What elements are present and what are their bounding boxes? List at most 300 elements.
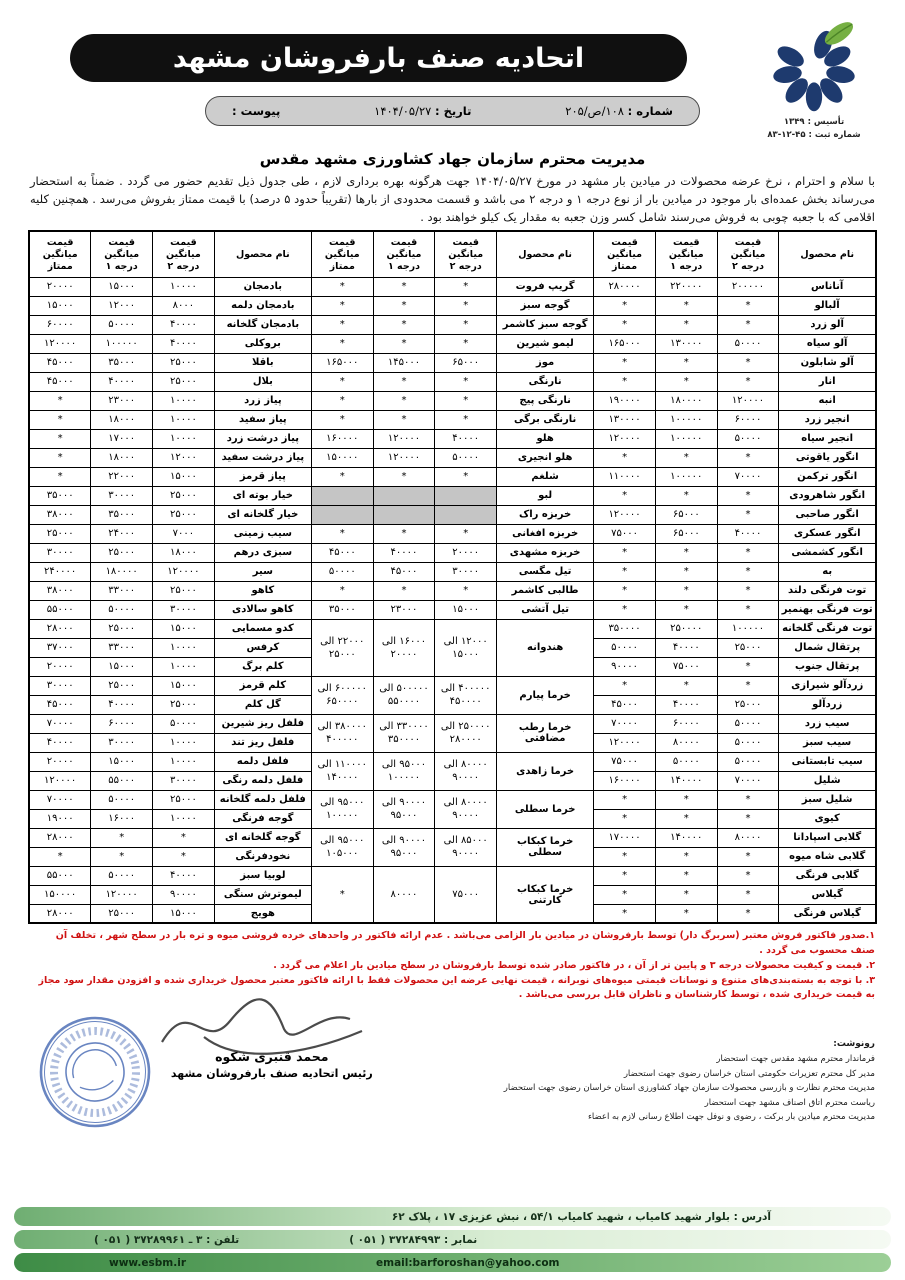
price-cell: ۱۰۰۰۰: [153, 391, 215, 410]
product-name-cell: باقلا: [214, 353, 311, 372]
price-cell: ۴۰۰۰۰: [91, 372, 153, 391]
col-header-premium: قیمت میانگین ممتاز: [594, 231, 656, 277]
product-name-cell: سبزی درهم: [214, 543, 311, 562]
price-cell: ۳۵۰۰۰: [311, 600, 373, 619]
product-name-cell: فلفل دلمه گلخانه: [214, 790, 311, 809]
price-cell: ۴۰۰۰۰: [153, 866, 215, 885]
price-cell: ۴۵۰۰۰: [373, 562, 435, 581]
price-cell: ۳۰۰۰۰: [29, 676, 91, 695]
product-name-cell: توت فرنگی بهنمیر: [779, 600, 876, 619]
product-name-cell: لیموترش سنگی: [214, 885, 311, 904]
copies-list: [402, 1052, 875, 1124]
price-cell: [311, 486, 373, 505]
price-cell: ۴۰۰۰۰: [153, 315, 215, 334]
table-row: [29, 296, 876, 315]
price-cell: *: [373, 391, 435, 410]
price-cell: *: [655, 885, 717, 904]
product-name-cell: گوجه فرنگی: [214, 809, 311, 828]
product-name-cell: پرتقال شمال: [779, 638, 876, 657]
price-cell: ۸۵۰۰۰ الی ۹۰۰۰۰: [435, 828, 497, 866]
price-cell: ۱۲۰۰۰۰: [717, 391, 779, 410]
price-cell: ۱۲۰۰۰۰: [29, 771, 91, 790]
product-name-cell: گلابی اسپادانا: [779, 828, 876, 847]
price-cell: ۵۰۰۰۰: [91, 790, 153, 809]
price-cell: *: [594, 581, 656, 600]
price-cell: ۷۰۰۰۰: [717, 467, 779, 486]
price-cell: ۳۵۰۰۰: [91, 505, 153, 524]
product-name-cell: گوجه گلخانه ای: [214, 828, 311, 847]
price-cell: ۱۹۰۰۰: [29, 809, 91, 828]
price-cell: ۱۲۰۰۰۰: [29, 334, 91, 353]
price-cell: *: [435, 467, 497, 486]
copy-item: مدیریت محترم نظارت و بازرسی محصولات سازمان جهاد کشاورزی استان خراسان رضوی جهت استحضار: [503, 1083, 875, 1094]
price-cell: *: [435, 315, 497, 334]
price-cell: ۱۲۰۰۰: [91, 296, 153, 315]
product-name-cell: تیل آتشی: [497, 600, 594, 619]
union-logo-box: [751, 20, 877, 142]
col-header-grade1: قیمت میانگین درجه ۱: [655, 231, 717, 277]
price-cell: *: [435, 372, 497, 391]
price-cell: ۱۵۰۰۰: [91, 277, 153, 296]
price-cell: *: [594, 486, 656, 505]
table-row: [29, 600, 876, 619]
price-cell: ۷۰۰۰۰: [717, 771, 779, 790]
signature-section: [30, 1011, 875, 1149]
price-cell: ۳۰۰۰۰: [435, 562, 497, 581]
table-row: [29, 277, 876, 296]
price-cell: ۲۵۰۰۰: [91, 676, 153, 695]
price-cell: ۴۰۰۰۰: [655, 695, 717, 714]
table-row: [29, 353, 876, 372]
product-name-cell: خربزه راک: [497, 505, 594, 524]
price-cell: *: [29, 448, 91, 467]
col-header-grade2: قیمت میانگین درجه ۲: [435, 231, 497, 277]
price-cell: ۵۰۰۰۰: [435, 448, 497, 467]
price-cell: ۳۰۰۰۰: [153, 600, 215, 619]
product-name-cell: خرما کبکاب سطلی: [497, 828, 594, 866]
price-cell: ۲۵۰۰۰: [91, 543, 153, 562]
price-cell: ۱۲۰۰۰۰: [594, 429, 656, 448]
price-cell: *: [435, 410, 497, 429]
price-cell: *: [655, 315, 717, 334]
price-cell: ۱۰۰۰۰۰: [655, 410, 717, 429]
price-cell: ۲۸۰۰۰۰: [594, 277, 656, 296]
product-name-cell: پیاز درشت سفید: [214, 448, 311, 467]
copy-item: ریاست محترم اتاق اصناف مشهد جهت استحضار: [704, 1097, 875, 1108]
product-name-cell: انبه: [779, 391, 876, 410]
product-name-cell: انجیر سیاه: [779, 429, 876, 448]
price-cell: ۱۲۰۰۰۰: [91, 885, 153, 904]
price-cell: ۴۰۰۰۰: [717, 524, 779, 543]
price-cell: ۱۶۰۰۰۰: [594, 771, 656, 790]
product-name-cell: بادمجان دلمه: [214, 296, 311, 315]
doc-number: [565, 104, 673, 118]
price-cell: *: [311, 581, 373, 600]
price-cell: *: [594, 885, 656, 904]
product-name-cell: کدو مسمایی: [214, 619, 311, 638]
price-cell: ۱۲۰۰۰۰: [373, 448, 435, 467]
price-cell: *: [153, 828, 215, 847]
price-cell: *: [717, 448, 779, 467]
price-cell: ۲۵۰۰۰: [29, 524, 91, 543]
price-cell: ۲۰۰۰۰: [435, 543, 497, 562]
price-cell: *: [435, 296, 497, 315]
price-cell: ۱۴۵۰۰۰: [373, 353, 435, 372]
price-cell: ۶۰۰۰۰: [91, 714, 153, 733]
price-cell: *: [655, 676, 717, 695]
price-cell: ۱۰۰۰۰: [153, 809, 215, 828]
price-cell: ۱۰۰۰۰۰: [655, 467, 717, 486]
price-cell: ۹۵۰۰۰ الی ۱۰۵۰۰۰: [311, 828, 373, 866]
price-cell: ۱۰۰۰۰: [153, 733, 215, 752]
address-bar: [14, 1207, 891, 1226]
price-cell: ۷۵۰۰۰: [594, 524, 656, 543]
price-cell: *: [435, 524, 497, 543]
product-name-cell: پرتقال جنوب: [779, 657, 876, 676]
letter-body: با سلام و احترام ، نرخ عرضه محصولات در میادین بار مشهد در مورخ ۱۴۰۴/۰۵/۲۷ جهت هرگونه بهره برداری لازم ، طی جدول ذیل تقدیم حضور می گردد . ضمناً به استحضار می‌رساند بخش عمده‌ای بار موجود در میادین بار از نوع درجه ۱ و درجه ۲ می باشد و قسمت محدودی از بارها (تقریباً حدود ۵ درصد) با قیمت ممتاز بفروش می‌رسد . همچنین کلیه اقلامی که با جعبه چوبی به فروش می‌رسند شامل کسر وزن جعبه به مقدار یک کیلو خواهند بود .: [30, 174, 875, 224]
phone-bar: [14, 1230, 891, 1249]
product-name-cell: لیمو شیرین: [497, 334, 594, 353]
price-table: [28, 230, 877, 924]
table-row: [29, 752, 876, 771]
price-cell: ۲۰۰۰۰: [29, 752, 91, 771]
price-cell: ۵۰۰۰۰: [655, 752, 717, 771]
price-cell: ۳۸۰۰۰: [29, 581, 91, 600]
price-cell: ۱۶۰۰۰ الی ۲۰۰۰۰: [373, 619, 435, 676]
product-name-cell: نارنگی برگی: [497, 410, 594, 429]
product-name-cell: خیار بوته ای: [214, 486, 311, 505]
price-cell: [435, 505, 497, 524]
price-cell: *: [655, 809, 717, 828]
price-cell: *: [717, 372, 779, 391]
product-name-cell: خربزه افغانی: [497, 524, 594, 543]
price-cell: ۱۸۰۰۰: [153, 543, 215, 562]
price-cell: ۴۵۰۰۰: [29, 372, 91, 391]
price-cell: *: [717, 486, 779, 505]
price-cell: ۲۵۰۰۰: [153, 486, 215, 505]
table-row: [29, 429, 876, 448]
price-cell: *: [717, 296, 779, 315]
product-name-cell: گیلاس: [779, 885, 876, 904]
price-cell: *: [594, 904, 656, 923]
price-cell: ۷۰۰۰۰: [29, 790, 91, 809]
product-name-cell: توت فرنگی دلند: [779, 581, 876, 600]
table-row: [29, 372, 876, 391]
price-cell: ۱۰۰۰۰۰: [655, 429, 717, 448]
price-cell: *: [373, 410, 435, 429]
table-row: [29, 505, 876, 524]
price-cell: ۵۰۰۰۰: [91, 600, 153, 619]
price-cell: *: [311, 410, 373, 429]
price-cell: ۱۸۰۰۰۰: [91, 562, 153, 581]
doc-number-label: شماره :: [627, 104, 673, 118]
price-cell: *: [311, 334, 373, 353]
price-cell: ۴۵۰۰۰: [29, 353, 91, 372]
price-cell: ۶۰۰۰۰: [29, 315, 91, 334]
price-cell: *: [655, 486, 717, 505]
copy-item: فرماندار محترم مشهد مقدس جهت استحضار: [716, 1054, 875, 1065]
price-cell: ۵۰۰۰۰: [717, 752, 779, 771]
product-name-cell: کلم قرمز: [214, 676, 311, 695]
price-cell: ۴۵۰۰۰: [29, 695, 91, 714]
price-cell: ۵۰۰۰۰: [717, 334, 779, 353]
price-cell: ۱۲۰۰۰ الی ۱۵۰۰۰: [435, 619, 497, 676]
price-cell: ۲۰۰۰۰: [29, 277, 91, 296]
price-cell: *: [655, 904, 717, 923]
price-cell: *: [311, 277, 373, 296]
product-name-cell: سیب تابستانی: [779, 752, 876, 771]
table-row: [29, 410, 876, 429]
table-row: [29, 334, 876, 353]
product-name-cell: سیب سبز: [779, 733, 876, 752]
price-cell: ۱۴۰۰۰۰: [655, 771, 717, 790]
price-cell: *: [311, 296, 373, 315]
price-cell: ۲۰۰۰۰۰: [717, 277, 779, 296]
product-name-cell: گیلاس فرنگی: [779, 904, 876, 923]
signatory-name: محمد قنبری شکوه: [215, 1049, 329, 1065]
price-cell: ۱۰۰۰۰۰: [717, 619, 779, 638]
price-cell: ۲۵۰۰۰: [717, 638, 779, 657]
union-title: اتحادیه صنف بارفروشان مشهد: [172, 42, 585, 74]
price-cell: ۵۰۰۰۰: [153, 714, 215, 733]
price-cell: *: [435, 391, 497, 410]
price-cell: ۴۰۰۰۰: [373, 543, 435, 562]
price-cell: ۱۵۰۰۰: [153, 904, 215, 923]
copy-item: مدیر کل محترم تعزیرات حکومتی استان خراسان رضوی جهت استحضار: [623, 1068, 875, 1079]
price-cell: ۱۶۰۰۰: [91, 809, 153, 828]
product-name-cell: موز: [497, 353, 594, 372]
col-header-product: نام محصول: [497, 231, 594, 277]
product-name-cell: به: [779, 562, 876, 581]
table-row: [29, 562, 876, 581]
price-cell: *: [717, 790, 779, 809]
recipient-heading: مدیریت محترم سازمان جهاد کشاورزی مشهد مقدس: [259, 150, 646, 168]
col-header-grade2: قیمت میانگین درجه ۲: [153, 231, 215, 277]
col-header-product: نام محصول: [779, 231, 876, 277]
price-cell: ۲۵۰۰۰: [91, 619, 153, 638]
price-cell: ۶۵۰۰۰: [655, 505, 717, 524]
price-cell: ۲۵۰۰۰: [153, 581, 215, 600]
price-cell: ۲۸۰۰۰: [29, 619, 91, 638]
price-cell: ۱۵۰۰۰: [153, 467, 215, 486]
price-cell: *: [717, 505, 779, 524]
price-cell: *: [373, 581, 435, 600]
price-cell: *: [655, 790, 717, 809]
table-row: [29, 714, 876, 733]
price-cell: *: [435, 581, 497, 600]
product-name-cell: کلم برگ: [214, 657, 311, 676]
price-cell: ۵۰۰۰۰۰ الی ۵۵۰۰۰۰: [373, 676, 435, 714]
price-cell: ۴۵۰۰۰: [594, 695, 656, 714]
union-title-banner: [70, 34, 687, 82]
price-cell: *: [717, 315, 779, 334]
price-cell: ۲۵۰۰۰: [153, 695, 215, 714]
product-name-cell: خرما پیارم: [497, 676, 594, 714]
price-cell: ۲۲۰۰۰۰: [655, 277, 717, 296]
contact-footer: [14, 1203, 891, 1272]
doc-date: [374, 104, 471, 118]
price-cell: ۲۵۰۰۰: [153, 372, 215, 391]
price-cell: ۱۲۰۰۰۰: [594, 733, 656, 752]
product-name-cell: سیر: [214, 562, 311, 581]
col-header-product: نام محصول: [214, 231, 311, 277]
price-cell: *: [311, 866, 373, 923]
email-link[interactable]: email:barforoshan@yahoo.com: [376, 1256, 560, 1269]
price-cell: ۹۰۰۰۰ الی ۹۵۰۰۰: [373, 828, 435, 866]
established-date: تأسیس : ۱۳۴۹: [783, 117, 845, 127]
price-cell: ۱۵۰۰۰: [435, 600, 497, 619]
price-cell: ۲۳۰۰۰: [373, 600, 435, 619]
price-cell: ۹۰۰۰۰ الی ۹۵۰۰۰: [373, 790, 435, 828]
price-cell: *: [311, 315, 373, 334]
product-name-cell: شلغم: [497, 467, 594, 486]
price-cell: *: [594, 790, 656, 809]
product-name-cell: بروکلی: [214, 334, 311, 353]
price-cell: ۸۰۰۰۰ الی ۹۰۰۰۰: [435, 752, 497, 790]
price-cell: ۱۶۰۰۰۰: [311, 429, 373, 448]
table-row: [29, 828, 876, 847]
price-cell: *: [717, 353, 779, 372]
price-cell: *: [435, 277, 497, 296]
price-cell: *: [91, 828, 153, 847]
product-name-cell: نارنگی پیج: [497, 391, 594, 410]
price-cell: ۵۵۰۰۰: [91, 771, 153, 790]
product-name-cell: فلفل ریز شیرین: [214, 714, 311, 733]
product-name-cell: کیوی: [779, 809, 876, 828]
product-name-cell: انگور کشمشی: [779, 543, 876, 562]
price-cell: [435, 486, 497, 505]
product-name-cell: آلبالو: [779, 296, 876, 315]
product-name-cell: توت فرنگی گلخانه: [779, 619, 876, 638]
price-cell: [373, 486, 435, 505]
copies-label: رونوشت:: [833, 1039, 875, 1050]
product-name-cell: خیار گلخانه ای: [214, 505, 311, 524]
website-link[interactable]: www.esbm.ir: [109, 1256, 187, 1269]
copy-item: مدیریت محترم میادین بار برکت ، رضوی و نوفل جهت اطلاع رسانی لازم به اعضاء: [587, 1112, 875, 1123]
price-cell: ۴۰۰۰۰: [655, 638, 717, 657]
price-cell: ۳۰۰۰۰: [91, 733, 153, 752]
price-cell: ۶۰۰۰۰: [717, 410, 779, 429]
price-cell: *: [655, 543, 717, 562]
product-name-cell: گل کلم: [214, 695, 311, 714]
doc-date-label: تاریخ :: [434, 104, 472, 118]
price-cell: ۵۵۰۰۰: [29, 600, 91, 619]
col-header-grade1: قیمت میانگین درجه ۱: [373, 231, 435, 277]
price-cell: ۴۰۰۰۰: [29, 733, 91, 752]
product-name-cell: هلو انجیری: [497, 448, 594, 467]
price-cell: ۱۵۰۰۰: [153, 619, 215, 638]
price-cell: *: [373, 524, 435, 543]
product-name-cell: فلفل دلمه: [214, 752, 311, 771]
product-name-cell: بادمجان: [214, 277, 311, 296]
price-cell: *: [311, 391, 373, 410]
product-name-cell: پیاز قرمز: [214, 467, 311, 486]
price-cell: *: [655, 448, 717, 467]
price-cell: *: [373, 372, 435, 391]
price-cell: *: [594, 315, 656, 334]
price-cell: *: [717, 866, 779, 885]
table-row: [29, 524, 876, 543]
price-cell: ۷۰۰۰۰: [594, 714, 656, 733]
price-cell: *: [373, 277, 435, 296]
price-cell: ۹۵۰۰۰ الی ۱۰۰۰۰۰: [373, 752, 435, 790]
price-cell: ۵۵۰۰۰: [29, 866, 91, 885]
price-cell: *: [717, 543, 779, 562]
product-name-cell: انگور صاحبی: [779, 505, 876, 524]
price-cell: ۷۵۰۰۰: [655, 657, 717, 676]
price-cell: *: [717, 676, 779, 695]
web-bar: [14, 1253, 891, 1272]
price-cell: ۲۸۰۰۰: [29, 904, 91, 923]
price-cell: *: [594, 847, 656, 866]
price-cell: ۲۳۰۰۰: [91, 391, 153, 410]
product-name-cell: نارنگی: [497, 372, 594, 391]
price-cell: ۱۱۰۰۰۰: [594, 467, 656, 486]
doc-number-value: ۱۰۸/ص/۲۰۵: [565, 104, 624, 118]
price-cell: ۷۰۰۰: [153, 524, 215, 543]
price-cell: ۷۰۰۰۰: [29, 714, 91, 733]
price-cell: *: [655, 847, 717, 866]
price-cell: ۱۶۵۰۰۰: [311, 353, 373, 372]
price-cell: *: [153, 847, 215, 866]
product-name-cell: زردآلو شیرازی: [779, 676, 876, 695]
price-cell: *: [435, 334, 497, 353]
price-cell: ۵۰۰۰۰: [91, 315, 153, 334]
product-name-cell: پیاز درشت زرد: [214, 429, 311, 448]
product-name-cell: سیب زرد: [779, 714, 876, 733]
price-cell: ۲۵۰۰۰: [153, 505, 215, 524]
doc-info-bar: [205, 96, 700, 126]
price-cell: ۲۴۰۰۰: [91, 524, 153, 543]
price-cell: ۸۰۰۰۰ الی ۹۰۰۰۰: [435, 790, 497, 828]
product-name-cell: انار: [779, 372, 876, 391]
price-cell: ۳۰۰۰۰: [29, 543, 91, 562]
price-cell: ۴۰۰۰۰: [435, 429, 497, 448]
price-cell: ۱۰۰۰۰: [153, 657, 215, 676]
product-name-cell: شلیل: [779, 771, 876, 790]
price-cell: *: [29, 847, 91, 866]
price-cell: ۲۵۰۰۰: [153, 790, 215, 809]
price-cell: *: [373, 467, 435, 486]
price-cell: *: [594, 448, 656, 467]
union-logo-icon: [766, 20, 862, 116]
product-name-cell: آلو شابلون: [779, 353, 876, 372]
price-cell: ۳۸۰۰۰۰ الی ۴۰۰۰۰۰: [311, 714, 373, 752]
price-cell: ۲۵۰۰۰: [91, 904, 153, 923]
price-cell: ۵۰۰۰۰: [717, 429, 779, 448]
price-cell: ۵۰۰۰۰: [717, 714, 779, 733]
price-cell: *: [655, 581, 717, 600]
price-cell: ۱۰۰۰۰۰: [91, 334, 153, 353]
product-name-cell: بادمجان گلخانه: [214, 315, 311, 334]
price-cell: *: [594, 296, 656, 315]
product-name-cell: پیاز زرد: [214, 391, 311, 410]
product-name-cell: خرما رطب مضافتی: [497, 714, 594, 752]
product-name-cell: گوجه سبز: [497, 296, 594, 315]
registration-number: شماره ثبت : ۴۵-۱۲-۸۳: [767, 129, 861, 140]
price-cell: ۲۵۰۰۰: [717, 695, 779, 714]
union-stamp-icon: [28, 1005, 161, 1138]
table-row: [29, 581, 876, 600]
price-cell: ۱۵۰۰۰: [153, 676, 215, 695]
price-cell: ۱۰۰۰۰: [153, 638, 215, 657]
product-name-cell: لوبیا سبز: [214, 866, 311, 885]
product-name-cell: خربزه مشهدی: [497, 543, 594, 562]
price-cell: ۲۸۰۰۰: [29, 828, 91, 847]
product-name-cell: خرما کبکاب کارتنی: [497, 866, 594, 923]
price-cell: ۶۰۰۰۰۰ الی ۶۵۰۰۰۰: [311, 676, 373, 714]
product-name-cell: آلو زرد: [779, 315, 876, 334]
